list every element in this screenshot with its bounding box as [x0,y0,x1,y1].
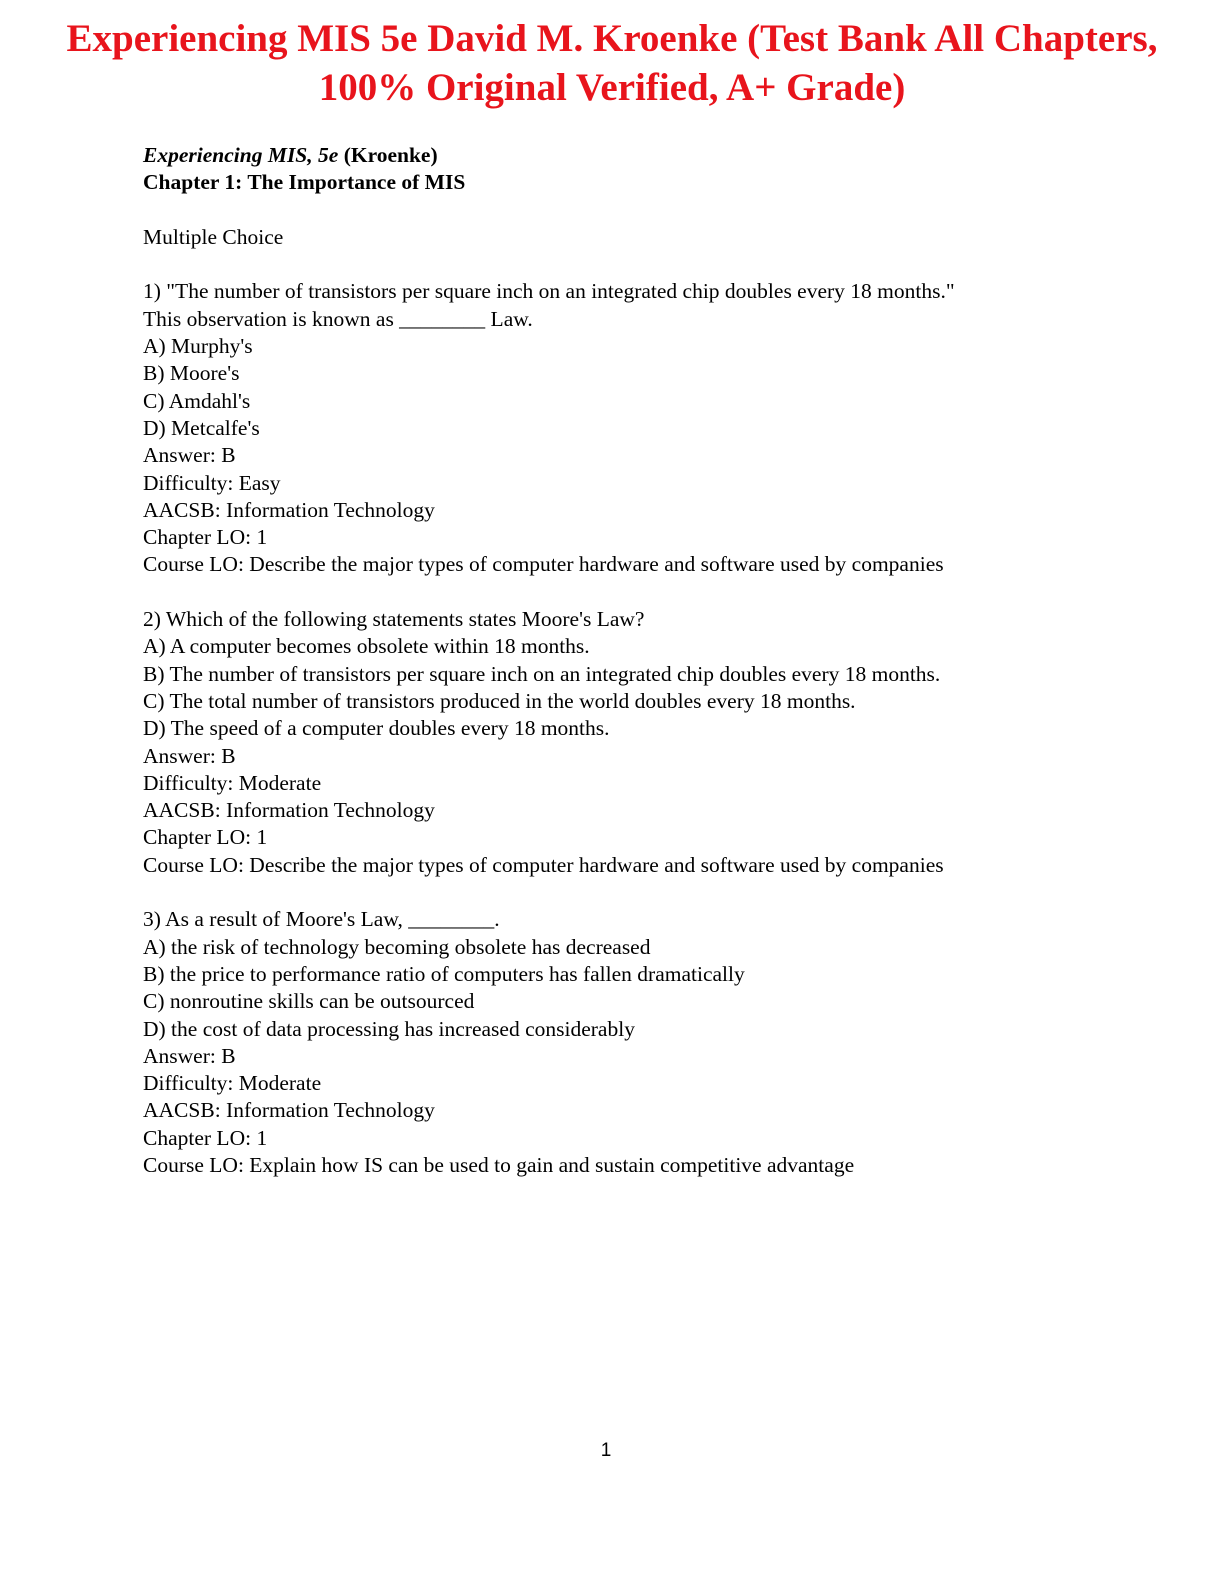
answer-key: Answer: B [143,443,236,468]
book-author: (Kroenke) [343,143,438,167]
question-stem: 2) Which of the following statements states Moore's Law? [143,607,645,632]
aacsb: AACSB: Information Technology [143,1098,435,1123]
difficulty: Difficulty: Moderate [143,1071,322,1096]
difficulty: Difficulty: Easy [143,470,281,495]
course-lo: Course LO: Describe the major types of computer hardware and software used by companies [143,852,944,877]
title-banner-line-1: Experiencing MIS 5e David M. Kroenke (Test Bank All Chapters, [66,17,1158,60]
question-stem: This observation is known as ________ Law. [143,306,533,331]
title-banner [0,14,1224,112]
answer-key: Answer: B [143,743,236,768]
answer-option-c: C) nonroutine skills can be outsourced [143,989,475,1014]
question-block [143,606,1163,879]
question-block [143,278,1163,578]
document-body [143,142,1163,1179]
title-banner-line-2: 100% Original Verified, A+ Grade) [318,66,906,109]
question-stem: 1) "The number of transistors per square inch on an integrated chip doubles every 18 months." [143,279,955,304]
chapter-lo: Chapter LO: 1 [143,1125,268,1150]
question-block [143,906,1163,1179]
answer-option-a: A) Murphy's [143,334,253,359]
difficulty: Difficulty: Moderate [143,770,322,795]
page-number: 1 [600,1440,612,1461]
answer-option-b: B) The number of transistors per square inch on an integrated chip doubles every 18 months. [143,661,941,686]
chapter-lo: Chapter LO: 1 [143,525,268,550]
answer-option-d: D) The speed of a computer doubles every 18 months. [143,716,610,741]
book-title: Experiencing MIS, 5e [143,143,339,167]
chapter-heading: Chapter 1: The Importance of MIS [143,170,466,195]
answer-option-b: B) Moore's [143,361,240,386]
course-lo: Course LO: Explain how IS can be used to gain and sustain competitive advantage [143,1152,855,1177]
book-title-line [143,142,1163,169]
answer-key: Answer: B [143,1043,236,1068]
answer-option-d: D) Metcalfe's [143,415,260,440]
course-lo: Course LO: Describe the major types of computer hardware and software used by companies [143,552,944,577]
answer-option-c: C) Amdahl's [143,388,251,413]
section-heading: Multiple Choice [143,224,284,249]
answer-option-c: C) The total number of transistors produced in the world doubles every 18 months. [143,688,856,713]
answer-option-a: A) the risk of technology becoming obsolete has decreased [143,934,651,959]
aacsb: AACSB: Information Technology [143,798,435,823]
chapter-lo: Chapter LO: 1 [143,825,268,850]
answer-option-b: B) the price to performance ratio of computers has fallen dramatically [143,961,745,986]
answer-option-d: D) the cost of data processing has increased considerably [143,1016,635,1041]
aacsb: AACSB: Information Technology [143,497,435,522]
answer-option-a: A) A computer becomes obsolete within 18 months. [143,634,590,659]
question-stem: 3) As a result of Moore's Law, ________. [143,907,500,932]
